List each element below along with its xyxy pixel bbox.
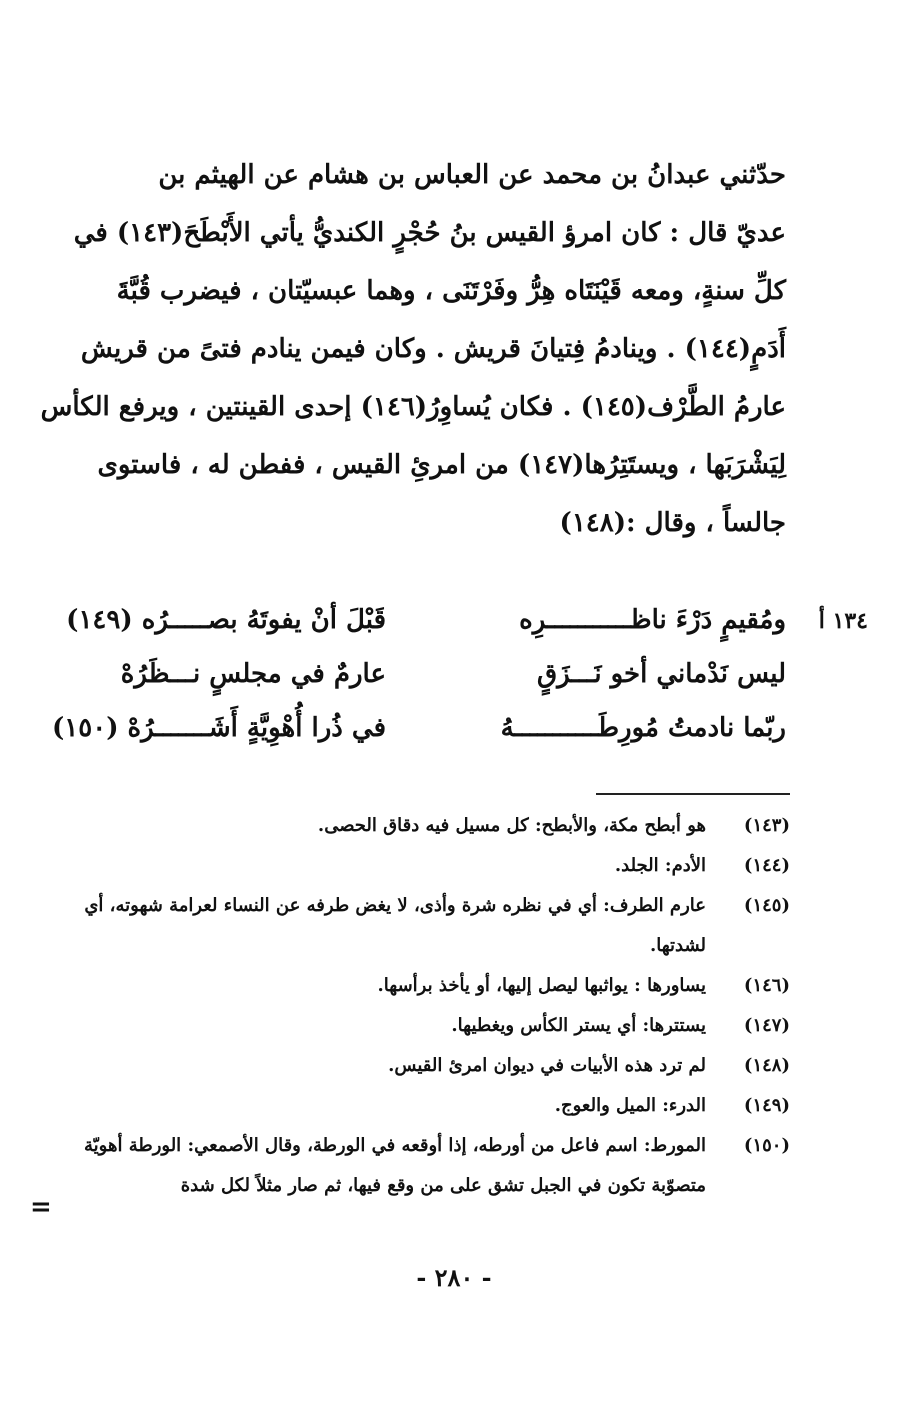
verse-first-hemistich: ومُقيمٍ دَرْءَ ناظـــــــــــرِه (519, 605, 786, 635)
footnote (84, 966, 790, 1006)
continuation-mark: = (30, 1192, 52, 1222)
footnote-text: يستترها: أي يستر الكأس ويغطيها. (451, 1015, 706, 1036)
prose-line: أَدَمٍ(١٤٤) . وينادمُ فِتيانَ قريش . وكان فيمن ينادم فتىً من قريش (80, 334, 786, 364)
footnote-text: المورط: اسم فاعل من أورطه، إذا أوقعه في الورطة، وقال الأصمعي: الورطة أهويّة متصوّبة تكون في الجبل تشق على من وقع فيها، ثم صار مثلاً لكل شدة (84, 1135, 706, 1196)
footnote (84, 1086, 790, 1126)
prose-line: لِيَشْرَبَها ، ويستَتِرُها(١٤٧) من امرئِ القيس ، ففطن له ، فاستوى (97, 450, 786, 480)
footnote (84, 1046, 790, 1086)
page-number: - ٢٨٠ - (416, 1263, 492, 1292)
footnote (84, 886, 790, 966)
footnote-number: (١٤٦) (743, 975, 790, 996)
prose-line: عديّ قال : كان امرؤ القيس بنُ حُجْرٍ الكنديُّ يأتي الأَبْطَحَ(١٤٣) في (73, 218, 786, 248)
footnote-number: (١٤٥) (743, 895, 790, 916)
prose-line: جالساً ، وقال :(١٤٨) (559, 508, 786, 538)
verse-first-hemistich: ربّما نادمتُ مُورِطَـــــــــــهُ (500, 713, 786, 743)
footnote-number: (١٥٠) (743, 1135, 790, 1156)
prose-paragraph (40, 146, 786, 552)
verse-second-hemistich: عارمٌ في مجلسٍ نـــظَرُهْ (120, 659, 386, 689)
footnote-text: عارم الطرف: أي في نظره شرة وأذى، لا يغض طرفه عن النساء لعرامة شهوته، أي لشدتها. (84, 895, 706, 956)
footnote-text: الأدم: الجلد. (614, 855, 706, 876)
footnote-number: (١٤٤) (743, 855, 790, 876)
prose-line: حدّثني عبدانُ بن محمد عن العباس بن هشام عن الهيثم بن (158, 160, 786, 190)
footnote-text: الدرء: الميل والعوج. (554, 1095, 706, 1116)
verse-first-hemistich: ليس نَدْماني أخو نَـــزَقٍ (536, 659, 786, 689)
verse-second-hemistich: في ذُرا أُهْوِيَّةٍ أَشَـــــــرُهْ (١٥٠) (51, 713, 386, 743)
footnote-number: (١٤٣) (743, 815, 790, 836)
footnote-separator (596, 793, 790, 795)
prose-line: عارمُ الطَّرْف(١٤٥) . فكان يُساوِرُ(١٤٦) إحدى القينتين ، ويرفع الكأس (40, 392, 786, 422)
verse-number: ١٣٤ أ (818, 608, 868, 634)
footnote-text: يساورها : يواثبها ليصل إليها، أو يأخذ برأسها. (377, 975, 706, 996)
footnote (84, 846, 790, 886)
footnote-number: (١٤٧) (743, 1015, 790, 1036)
verse-second-hemistich: قَبْلَ أنْ يفوتَهُ بصـــــرُه (١٤٩) (66, 605, 386, 635)
footnote-text: لم ترد هذه الأبيات في ديوان امرئ القيس. (388, 1055, 706, 1076)
poem (51, 598, 868, 758)
footnotes (84, 806, 790, 1206)
footnote (84, 1006, 790, 1046)
footnote-number: (١٤٩) (743, 1095, 790, 1116)
footnote (84, 1126, 790, 1206)
poem-verse (51, 706, 868, 750)
prose-line: كلِّ سنةٍ، ومعه قَيْنَتَاه هِرُّ وفَرْتَنَى ، وهما عبسيّتان ، فيضرب قُبَّةَ (116, 276, 786, 306)
footnote-text: هو أبطح مكة، والأبطح: كل مسيل فيه دقاق الحصى. (317, 815, 706, 836)
footnote-number: (١٤٨) (743, 1055, 790, 1076)
footnote (84, 806, 790, 846)
poem-verse (66, 598, 868, 642)
poem-verse (78, 652, 868, 696)
